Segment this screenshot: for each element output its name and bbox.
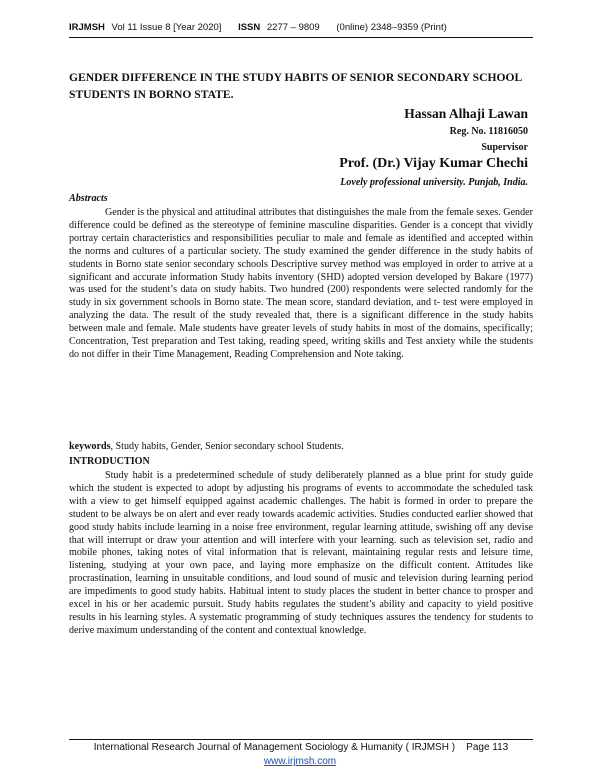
keywords-text: , Study habits, Gender, Senior secondary school Students. <box>110 441 344 452</box>
footer-journal-name: International Research Journal of Management Sociology & Humanity ( IRJMSH ) <box>93 742 456 753</box>
supervisor-label: Supervisor <box>481 142 528 153</box>
registration-number: Reg. No. 11816050 <box>449 126 528 137</box>
footer-divider <box>69 739 533 740</box>
volume-info: Vol 11 Issue 8 [Year 2020] <box>111 22 222 33</box>
abstract-paragraph: Gender is the physical and attitudinal attributes that distinguishes the male from the female sexes. Gender difference could be defined as the stereotype of feminine masculine disparities. Gender is a concept that vividly portray certain characteristics and responsibilities peculiar to male and female as identified and accepted within the norms and cultures of a particular society. The study examined the gender difference in the study habits of students in Borno state senior secondary schools Descriptive survey method was employed in order to arrive at a significant and accurate information Study habits inventory (SHD) adopted version developed by Bakare (1977) was used for the student’s data on study habits. Two hundred (200) respondents were selected randomly for the study in six government schools in Borno state. The mean score, standard deviation, and t- test were employed in analyzing the data. The result of the study revealed that, there is a significant difference in the study habits between male and female. Male students have greater levels of study habits in most of the domains, specifically; Concentration, Test preparation and Test taking, reading speed, writing skills and Test anxiety while the students do not differ in their Time Management, Reading Comprehension and Note taking. <box>69 207 533 360</box>
affiliation: Lovely professional university. Punjab, India. <box>340 177 528 188</box>
author-name: Hassan Alhaji Lawan <box>404 106 528 121</box>
introduction-paragraph: Study habit is a predetermined schedule of study deliberately planned as a blue print for study guide which the student is expected to adopt by adjusting his programs of events to accommodate the scheduled task with a view to get himself equipped against academic challenges. The habit is formed in order to prepare the student to be always be on alert and ever ready towards academic activities. Studies conducted earlier showed that good study habits include learning in a noise free environment, regular learning attitude, swishing off any devise that will interrupt or draw your attention and will interfere with your learning. such as television set, radio and mobile phones, taking notes of vital information that is relevant, maintaining regular rests and leisure time, listening, studying at your own pace, and laying more emphasize on the difficult content. Attitudes like procrastination, learning in unsuitable conditions, and loud sound of music and television during learning period are impediments to good study habits. Habitual intent to study places the student in better chance to prosper and excel in his or her academic pursuit. Study habits regulates the student’s ability and capacity to yield positive results in his learning styles. A systematic programming of study techniques assures the tendency for students to derive maximum understanding of the content and contextual knowledge. <box>69 470 533 636</box>
keywords-line <box>69 441 533 454</box>
running-header <box>69 22 560 33</box>
running-footer <box>69 742 533 753</box>
issn-label: ISSN <box>238 22 261 33</box>
header-divider <box>69 37 533 38</box>
abstract-body <box>69 207 533 362</box>
keywords-label: keywords <box>69 441 111 452</box>
issn-online: 2277 – 9809 <box>266 22 320 33</box>
paper-title: GENDER DIFFERENCE IN THE STUDY HABITS OF SENIOR SECONDARY SCHOOL STUDENTS IN BORNO STATE. <box>69 71 522 101</box>
supervisor-name: Prof. (Dr.) Vijay Kumar Chechi <box>339 156 528 171</box>
issn-print: (0nline) 2348–9359 (Print) <box>336 22 447 33</box>
journal-abbrev: IRJMSH <box>69 22 105 33</box>
introduction-body <box>69 470 533 638</box>
website-link[interactable]: www.irjmsh.com <box>263 756 337 767</box>
introduction-heading: INTRODUCTION <box>69 456 150 467</box>
abstract-heading: Abstracts <box>69 193 108 204</box>
page-number: Page 113 <box>466 742 509 753</box>
